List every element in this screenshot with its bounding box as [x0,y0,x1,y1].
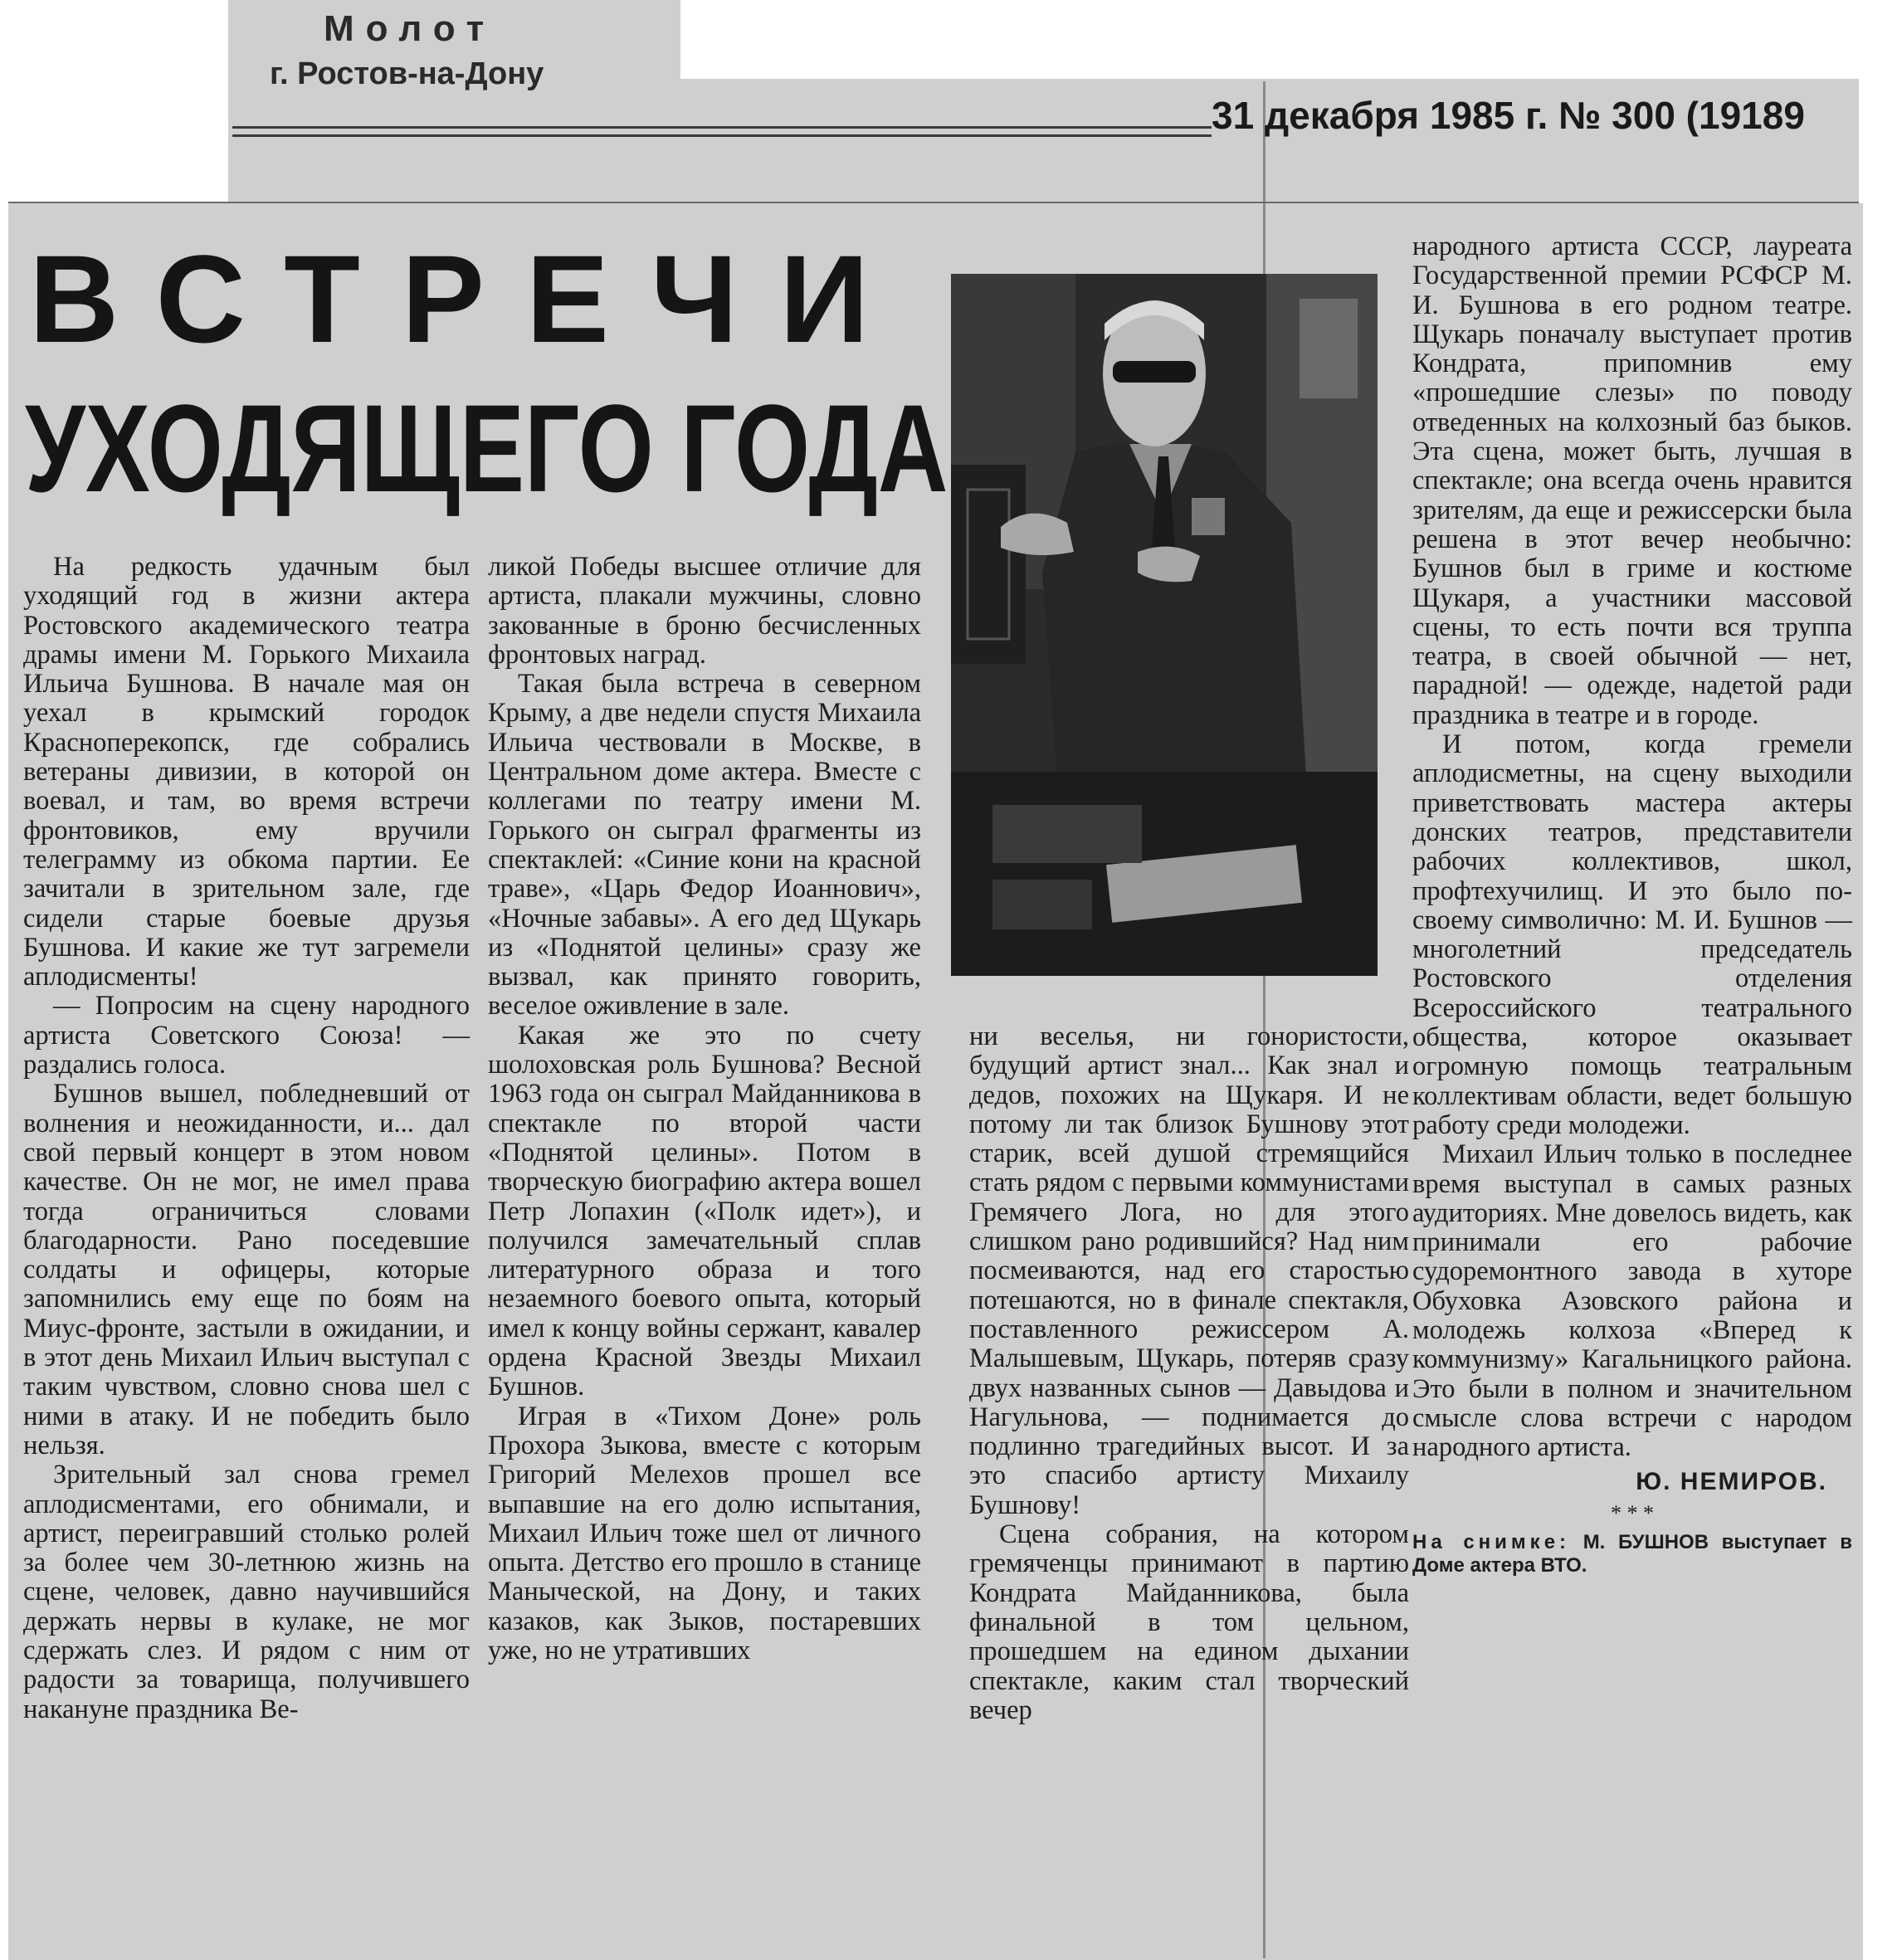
paragraph: Михаил Ильич только в последнее время выступал в самых разных аудиториях. Мне довелось видеть, как принимали его рабочие судоремонтного завода в хуторе Обуховка Азовского района и молодежь колхоза «Вперед к коммунизму» Кагальницкого района. Это были в полном и значительном смысле слова встречи с народом народного артиста. [1412,1139,1852,1463]
article-column-1 [23,553,470,1724]
photo-medals [1192,498,1225,535]
headline-line-2: УХОДЯЩЕГО ГОДА [25,378,948,518]
header-rule-bottom [232,134,1212,137]
article-column-3 [969,1022,1409,1725]
paragraph: На редкость удачным был уходящий год в жизни актера Ростовского академического театра драмы имени М. Горького Михаила Ильича Бушнова. В начале мая он уехал в крымский городок Красноперекопск, где собрались ветераны дивизии, в которой он воевал, и там, во время встречи фронтовиков, ему вручили телеграмму из обкома партии. Ее зачитали в зрительном зале, где сидели старые боевые друзья Бушнова. И какие же тут загремели аплодисменты! [23,552,470,992]
photo-tablecloth-pattern [992,805,1142,863]
paragraph: Играя в «Тихом Доне» роль Прохора Зыкова, вместе с которым Григорий Мелехов прошел все выпавшие на его долю испытания, Михаил Ильич тоже шел от личного опыта. Детство его прошло в станице Маныческой, на Дону, и таких казаков, как Зыков, постаревших уже, но не утративших [488,1401,921,1665]
paragraph: Зрительный зал снова гремел аплодисментами, его обнимали, и артист, переигравший столько ролей за более чем 30-летнюю жизнь на сцене, человек, давно научившийся держать нервы в кулаке, не мог сдержать слез. И рядом с ним от радости за товарища, получившего накануне праздника Ве- [23,1460,470,1724]
article-author: Ю. НЕМИРОВ. [1636,1468,1827,1496]
photo-hand-right [1138,547,1200,583]
paragraph: ликой Победы высшее отличие для артиста, плакали мужчины, словно закованные в броню бесчисленных фронтовых наград. [488,552,921,670]
issue-dateline: 31 декабря 1985 г. № 300 (19189 [1212,94,1805,137]
paragraph: народного артиста СССР, лауреата Государственной премии РСФСР М. И. Бушнова в его родном театре. Щукарь поначалу выступает против Кондрата, припомнив ему «прошедшие слезы» по поводу отведенных на колхозный баз быков. Эта сцена, может быть, лучшая в спектакле; она всегда очень нравится зрителям, да еще и режиссерски была решена в этот вечер необычно: Бушнов был в гриме и костюме Щукаря, а участники массовой сцены, то есть почти вся труппа театра, в своей обычной — нет, парадной! — одежде, надетой ради праздника в театре и в городе. [1412,232,1852,730]
article-column-2 [488,553,921,1665]
paragraph: Бушнов вышел, побледневший от волнения и неожиданности, и... дал свой первый концерт в этом новом качестве. Он не мог, не имел права тогда ограничиться словами благодарности. Рано поседевшие солдаты и офицеры, которые запомнились ему еще по боям на Миус-фронте, застыли в ожидании, и в этот день Михаил Ильич выступал с таким чувством, словно снова шел с ними в атаку. И не победить было нельзя. [23,1079,470,1460]
photo-tablecloth-pattern-2 [992,880,1092,929]
photo-window-light [1300,299,1358,398]
caption-text: М. БУШНОВ выступает в Доме актера ВТО. [1412,1531,1852,1577]
paragraph: И потом, когда гремели аплодисметны, на сцену выходили приветствовать мастера актеры донских театров, представители рабочих коллективов, школ, профтехучилищ. И это было по-своему символично: М. И. Бушнов — многолетний председатель Ростовского отделения Всероссийского театрального общества, которое оказывает огромную помощь театральным коллективам области, ведет большую работу среди молодежи. [1412,729,1852,1140]
separator-stars: * * * [1611,1500,1654,1525]
newspaper-name: Молот [324,8,496,49]
paragraph: ни веселья, ни гонористости, будущий артист знал... Как знал и дедов, похожих на Щукаря. И не потому ли так близок Бушнову этот старик, всей душой стремящийся стать рядом с первыми коммунистами Гремячего Лога, но для этого слишком рано родившийся? Над ним посмеиваются, над его старостью потешаются, но в финале спектакля, поставленного режиссером А. Малышевым, Щукарь, потеряв сразу двух названных сынов — Давыдова и Нагульнова, — поднимается до подлинно трагедийных высот. И за это спасибо артисту Михаилу Бушнову! [969,1021,1409,1520]
paragraph: Такая была встреча в северном Крыму, а две недели спустя Михаила Ильича чествовали в Москве, в Центральном доме актера. Вместе с коллегами по театру имени М. Горького он сыграл фрагменты из спектаклей: «Синие кони на красной траве», «Царь Федор Иоаннович», «Ночные забавы». А его дед Щукарь из «Поднятой целины» сразу же вызвал, как принято говорить, веселое оживление в зале. [488,669,921,1021]
photo-glasses [1113,361,1196,383]
header-rule-top [232,126,1212,129]
photo-cabinet [951,465,1026,664]
paragraph: Сцена собрания, на котором гремяченцы принимают в партию Кондрата Майданникова, была финальной в том цельном, прошедшем на едином дыхании спектакле, каким стал творческий вечер [969,1519,1409,1725]
article-column-4 [1412,232,1852,1577]
caption-lead: На снимке: [1412,1531,1571,1554]
section-divider [8,202,1859,203]
paragraph: Какая же это по счету шолоховская роль Бушнова? Весной 1963 года он сыграл Майданникова в спектакле по второй части «Поднятой целины». Потом в творческую биографию актера вошел Петр Лопахин («Полк идет»), и получился замечательный сплав литературного образа и того незаемного боевого опыта, который имел к концу войны сержант, кавалер ордена Красной Звезды Михаил Бушнов. [488,1020,921,1402]
photo-bushnov [951,274,1378,976]
paragraph: — Попросим на сцену народного артиста Советского Союза! — раздались голоса. [23,991,470,1080]
photo-caption [1412,1531,1852,1577]
newspaper-city: г. Ростов-на-Дону [270,56,544,91]
headline-line-1: ВСТРЕЧИ [29,229,911,368]
